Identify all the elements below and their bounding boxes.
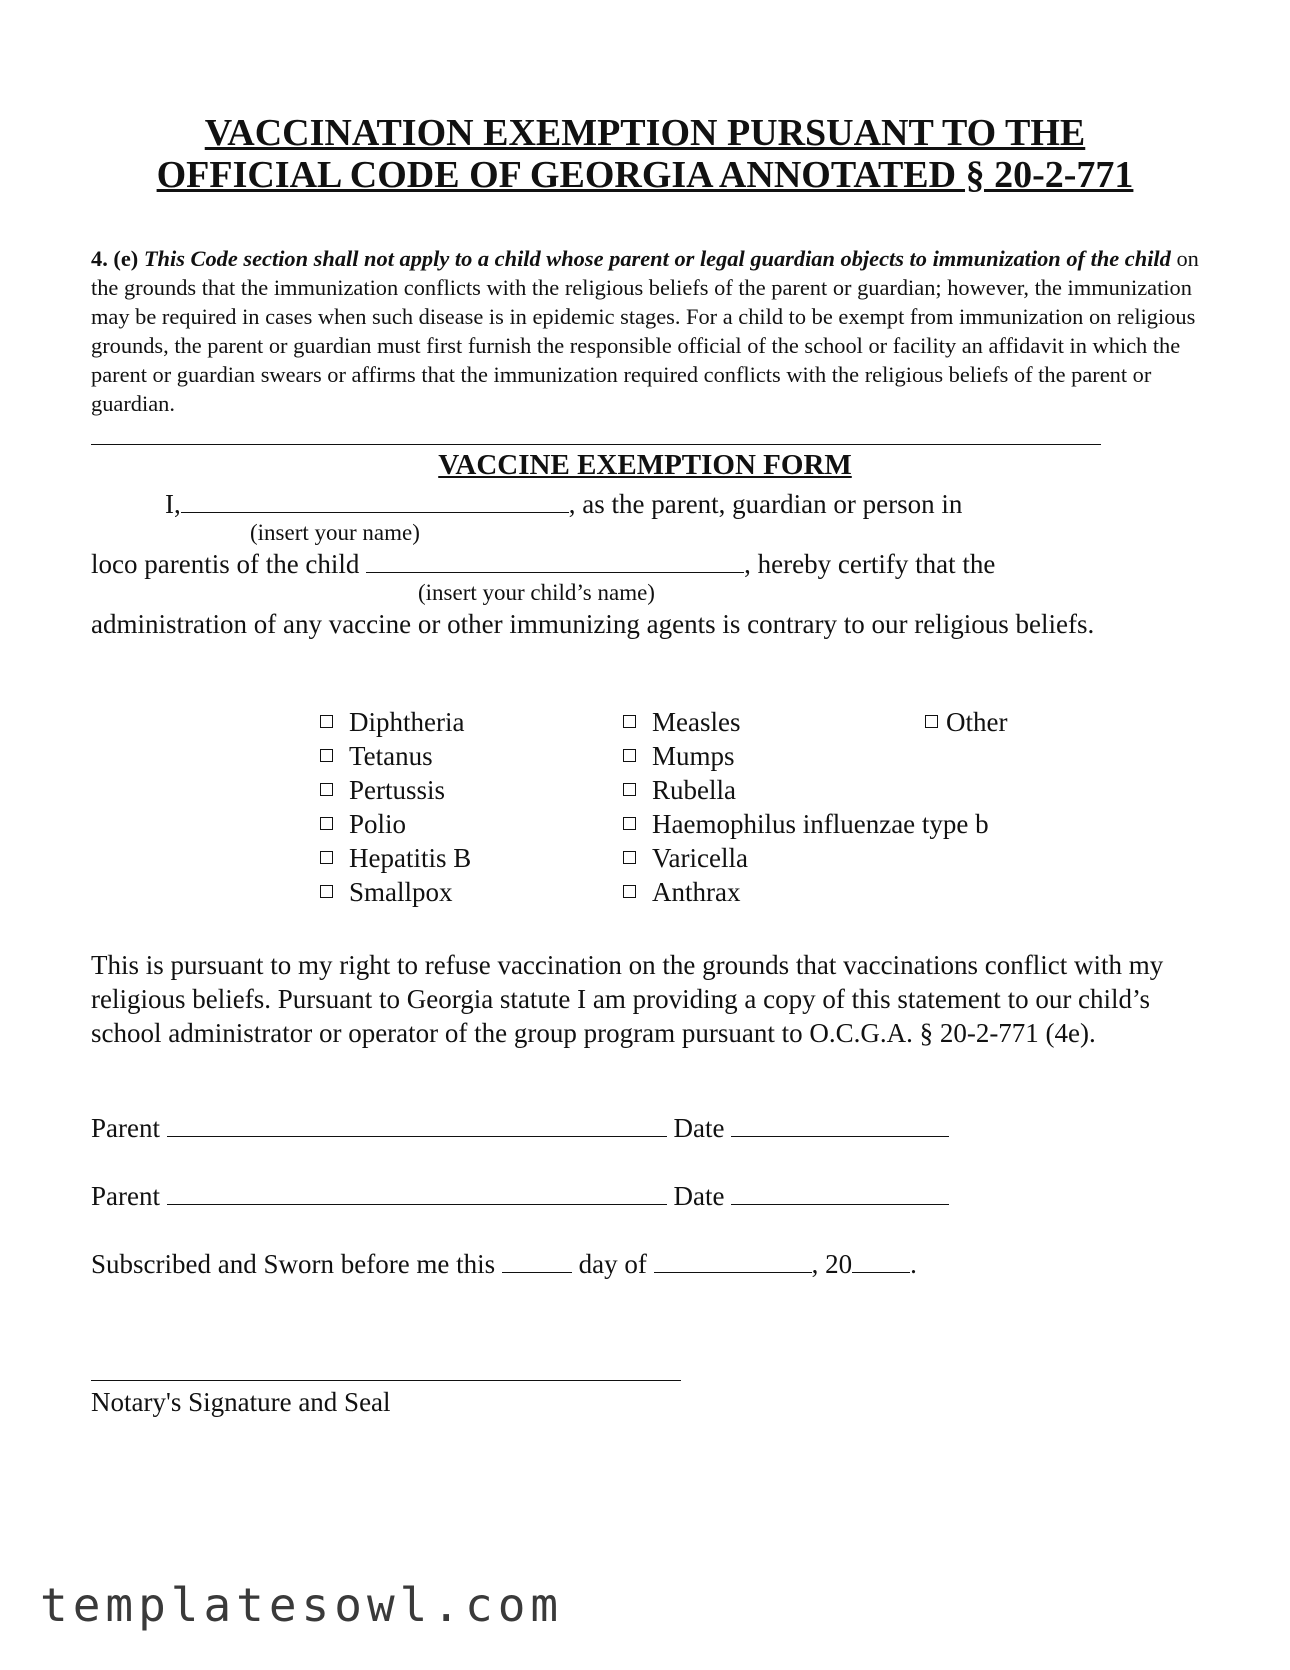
- vaccine-checkbox[interactable]: [623, 808, 989, 840]
- parent-signature-field[interactable]: [167, 1114, 667, 1137]
- vaccine-checkbox-other[interactable]: [925, 706, 1007, 738]
- checkbox-icon[interactable]: [320, 817, 333, 830]
- checkbox-icon[interactable]: [320, 885, 333, 898]
- vaccine-checkbox[interactable]: [320, 808, 406, 840]
- child-hint: (insert your child’s name): [418, 580, 655, 605]
- vaccine-label: Anthrax: [652, 877, 741, 907]
- child-name-line: [91, 548, 995, 580]
- checkbox-icon[interactable]: [623, 715, 636, 728]
- parent-suffix: , as the parent, guardian or person in: [568, 489, 963, 519]
- vaccine-label: Tetanus: [349, 741, 433, 771]
- date-field[interactable]: [731, 1182, 949, 1205]
- loco-prefix: loco parentis of the child: [91, 549, 360, 579]
- certify-suffix: , hereby certify that the: [744, 549, 996, 579]
- date-label: Date: [673, 1113, 725, 1143]
- parent-name-field[interactable]: [181, 490, 569, 513]
- checkbox-icon[interactable]: [925, 715, 938, 728]
- date-label: Date: [673, 1181, 725, 1211]
- checkbox-icon[interactable]: [320, 715, 333, 728]
- year-field[interactable]: [852, 1250, 910, 1273]
- checkbox-icon[interactable]: [623, 749, 636, 762]
- vaccine-label: Varicella: [652, 843, 748, 873]
- parent-signature-row-2: [91, 1180, 949, 1212]
- vaccine-checkbox[interactable]: [320, 774, 445, 806]
- vaccine-checkbox[interactable]: [623, 842, 748, 874]
- parent-signature-field[interactable]: [167, 1182, 667, 1205]
- statute-body: on the grounds that the immunization conflicts with the religious beliefs of the parent or guardian; however, the immunization may be required in cases when such disease is in epidemic stages. For a child to be exempt from immunization on religious grounds, the parent or guardian must first furnish the responsible official of the school or facility an affidavit in which the parent or guardian swears or affirms that the immunization required conflicts with the religious beliefs of the parent or guardian.: [91, 246, 1199, 416]
- checkbox-icon[interactable]: [320, 749, 333, 762]
- vaccine-checkbox[interactable]: [320, 706, 464, 738]
- vaccine-label: Pertussis: [349, 775, 446, 805]
- vaccine-label: Rubella: [652, 775, 736, 805]
- vaccine-label: Polio: [349, 809, 407, 839]
- document-title: [0, 112, 1290, 196]
- watermark: templatesowl.com: [40, 1578, 564, 1632]
- month-field[interactable]: [654, 1250, 812, 1273]
- statute-lead: 4. (e): [91, 246, 139, 271]
- statute-excerpt: [91, 244, 1201, 418]
- vaccine-checkbox[interactable]: [320, 842, 471, 874]
- title-line-1: VACCINATION EXEMPTION PURSUANT TO THE: [204, 112, 1086, 154]
- vaccine-checkbox[interactable]: [623, 774, 736, 806]
- vaccine-label: Mumps: [652, 741, 735, 771]
- name-hint: (insert your name): [250, 520, 420, 545]
- statute-emphasis: This Code section shall not apply to a child whose parent or legal guardian objects to immunization of the child: [143, 246, 1171, 271]
- checkbox-icon[interactable]: [320, 851, 333, 864]
- parent-signature-row-1: [91, 1112, 949, 1144]
- notary-label: Notary's Signature and Seal: [91, 1387, 391, 1417]
- section-divider: [91, 444, 1101, 445]
- vaccine-checkbox[interactable]: [623, 876, 740, 908]
- checkbox-icon[interactable]: [623, 885, 636, 898]
- vaccine-label: Measles: [652, 707, 741, 737]
- date-field[interactable]: [731, 1114, 949, 1137]
- i-prefix: I,: [165, 489, 181, 519]
- vaccine-checkbox[interactable]: [320, 876, 453, 908]
- checkbox-icon[interactable]: [623, 783, 636, 796]
- admin-line: administration of any vaccine or other immunizing agents is contrary to our religious beliefs.: [91, 609, 1095, 639]
- title-line-2: OFFICIAL CODE OF GEORGIA ANNOTATED § 20-2-771: [156, 154, 1134, 196]
- form-title: VACCINE EXEMPTION FORM: [438, 449, 852, 481]
- vaccine-label: Haemophilus influenzae type b: [652, 809, 989, 839]
- sworn-line: [91, 1248, 917, 1280]
- year-prefix: , 20: [811, 1249, 853, 1279]
- day-of-label: day of: [578, 1249, 647, 1279]
- parent-name-line: [165, 488, 962, 520]
- checkbox-icon[interactable]: [320, 783, 333, 796]
- vaccine-checkbox[interactable]: [623, 740, 735, 772]
- vaccine-label: Hepatitis B: [349, 843, 472, 873]
- vaccine-label: Smallpox: [349, 877, 453, 907]
- statement-paragraph: This is pursuant to my right to refuse vaccination on the grounds that vaccinations conflict with my religious beliefs. Pursuant to Georgia statute I am providing a copy of this statement to our child’s school administrator or operator of the group program pursuant to O.C.G.A. § 20-2-771 (4e).: [91, 950, 1164, 1048]
- vaccine-checkbox[interactable]: [320, 740, 433, 772]
- sworn-prefix: Subscribed and Sworn before me this: [91, 1249, 496, 1279]
- period: .: [910, 1249, 917, 1279]
- vaccine-label: Other: [946, 707, 1008, 737]
- child-name-field[interactable]: [366, 550, 744, 573]
- vaccine-label: Diphtheria: [349, 707, 465, 737]
- checkbox-icon[interactable]: [623, 851, 636, 864]
- parent-label: Parent: [91, 1181, 160, 1211]
- vaccine-checkbox[interactable]: [623, 706, 740, 738]
- checkbox-icon[interactable]: [623, 817, 636, 830]
- notary-signature-field[interactable]: [91, 1380, 681, 1381]
- day-field[interactable]: [502, 1250, 572, 1273]
- parent-label: Parent: [91, 1113, 160, 1143]
